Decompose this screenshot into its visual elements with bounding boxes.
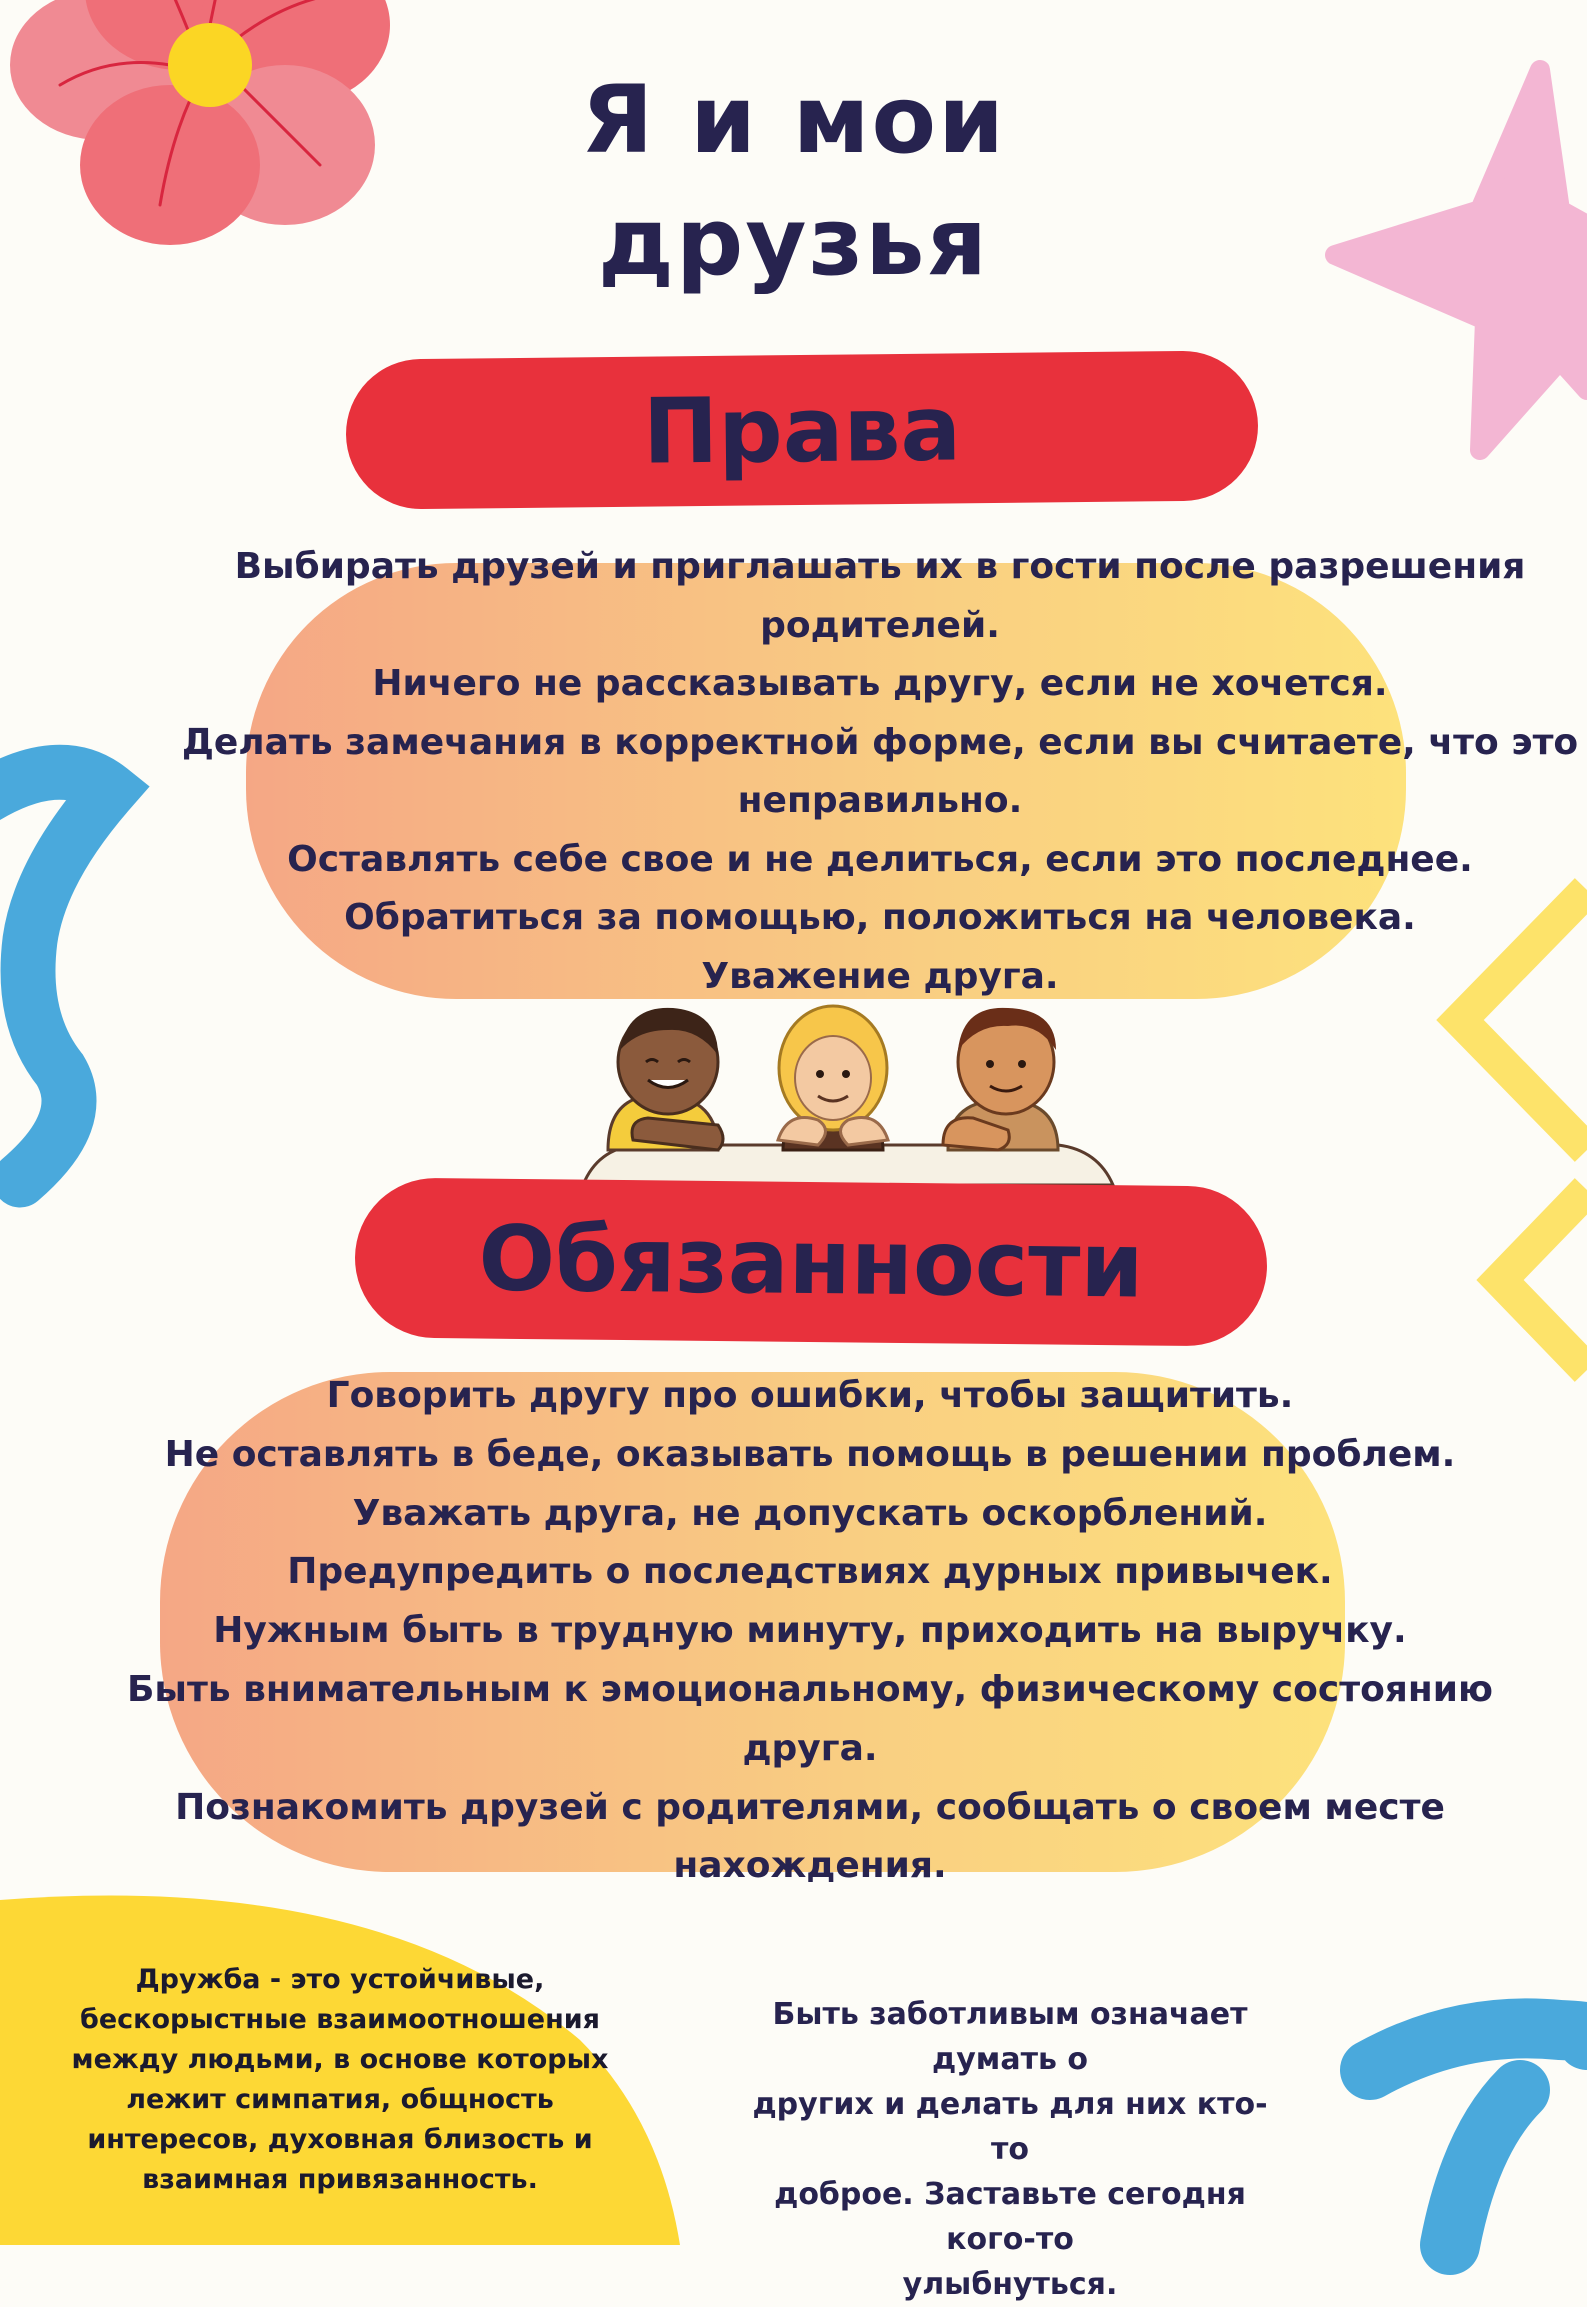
- duties-line: Предупредить о последствиях дурных привычек.: [287, 1551, 1333, 1593]
- friendship-line: бескорыстные взаимоотношения: [79, 2004, 601, 2035]
- rights-heading: Права: [642, 375, 962, 485]
- rights-line: Оставлять себе свое и не делиться, если это последнее.: [287, 838, 1473, 880]
- duties-line: Нужным быть в трудную минуту, приходить на выручку.: [213, 1610, 1407, 1652]
- rights-list: [150, 538, 1587, 1006]
- friendship-definition: [50, 1960, 630, 2200]
- friendship-line: Дружба - это устойчивые,: [135, 1964, 545, 1995]
- caring-note: [740, 1992, 1280, 2307]
- page-title: [0, 60, 1587, 304]
- caring-line: других и делать для них кто-то: [752, 2087, 1268, 2167]
- rights-line: Обратиться за помощью, положиться на человека.: [344, 897, 1416, 938]
- duties-line: Быть внимательным к эмоциональному, физическому состоянию: [126, 1668, 1494, 1710]
- caring-line: улыбнуться.: [902, 2267, 1118, 2302]
- friendship-line: между людьми, в основе которых: [71, 2044, 609, 2075]
- title-line-1: Я и мои: [581, 66, 1006, 175]
- children-illustration: [578, 1000, 1118, 1190]
- rights-line: неправильно.: [737, 780, 1023, 821]
- rights-line: Делать замечания в корректной форме, если вы считаете, что это: [181, 721, 1579, 763]
- caring-line: Быть заботливым означает думать о: [772, 1997, 1248, 2077]
- duties-line: Говорить другу про ошибки, чтобы защитить.: [326, 1375, 1294, 1416]
- rights-line: Уважение друга.: [701, 955, 1059, 997]
- rights-banner: [345, 350, 1259, 510]
- caring-line: доброе. Заставьте сегодня кого-то: [774, 2177, 1246, 2257]
- duties-heading: Обязанности: [477, 1206, 1145, 1318]
- rights-line: родителей.: [760, 604, 1000, 646]
- duties-banner: [354, 1177, 1268, 1347]
- duties-line: нахождения.: [673, 1845, 947, 1887]
- friendship-line: лежит симпатия, общность: [126, 2084, 554, 2115]
- duties-line: Уважать друга, не допускать оскорблений.: [352, 1492, 1268, 1534]
- duties-list: [40, 1367, 1580, 1896]
- rights-line: Ничего не рассказывать другу, если не хочется.: [372, 663, 1388, 704]
- duties-line: Не оставлять в беде, оказывать помощь в решении проблем.: [164, 1433, 1456, 1475]
- title-line-2: друзья: [598, 188, 989, 297]
- rights-line: Выбирать друзей и приглашать их в гости после разрешения: [234, 546, 1526, 587]
- duties-line: друга.: [742, 1727, 878, 1769]
- duties-line: Познакомить друзей с родителями, сообщать о своем месте: [175, 1786, 1445, 1828]
- friendship-line: взаимная привязанность.: [142, 2164, 538, 2195]
- blue-corner-decoration: [1360, 1960, 1587, 2245]
- friendship-line: интересов, духовная близость и: [87, 2124, 593, 2155]
